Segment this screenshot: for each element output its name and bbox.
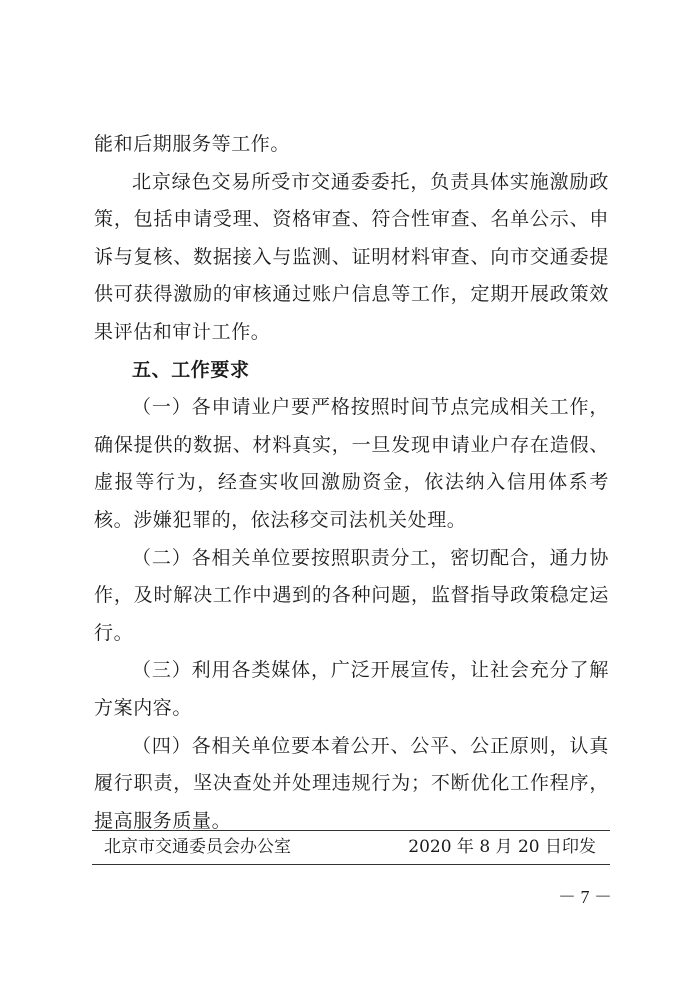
section-heading-work-requirements: 五、工作要求 (132, 358, 250, 381)
paragraph-beijing-green-exchange: 北京绿色交易所受市交通委委托，负责具体实施激励政策，包括申请受理、资格审查、符合性审查、名单公示、申诉与复核、数据接入与监测、证明材料审查、向市交通委提供可获得激励的审核通过账户信息等工作，定期开展政策效果评估和审计工作。 (94, 170, 609, 343)
paragraph-requirement-4: （四）各相关单位要本着公开、公平、公正原则，认真履行职责，坚决查处并处理违规行为；不断优化工作程序，提高服务质量。 (94, 734, 609, 832)
document-body (94, 126, 609, 840)
page-number: － 7 － (558, 887, 612, 907)
footer-colophon (104, 834, 596, 860)
paragraph-continuation: 能和后期服务等工作。 (94, 133, 291, 155)
footer-issue-date: 2020 年 8 月 20 日印发 (408, 837, 596, 857)
paragraph-requirement-1: （一）各申请业户要严格按照时间节点完成相关工作，确保提供的数据、材料真实，一旦发现申请业户存在造假、虚报等行为，经查实收回激励资金，依法纳入信用体系考核。涉嫌犯罪的，依法移交司法机关处理。 (94, 396, 609, 531)
footer-issuer: 北京市交通委员会办公室 (104, 837, 291, 857)
footer-bottom-rule (92, 864, 610, 865)
paragraph-requirement-3: （三）利用各类媒体，广泛开展宣传，让社会充分了解方案内容。 (94, 659, 609, 719)
paragraph-requirement-2: （二）各相关单位要按照职责分工，密切配合，通力协作，及时解决工作中遇到的各种问题，监督指导政策稳定运行。 (94, 546, 609, 644)
footer-top-rule (92, 830, 610, 831)
